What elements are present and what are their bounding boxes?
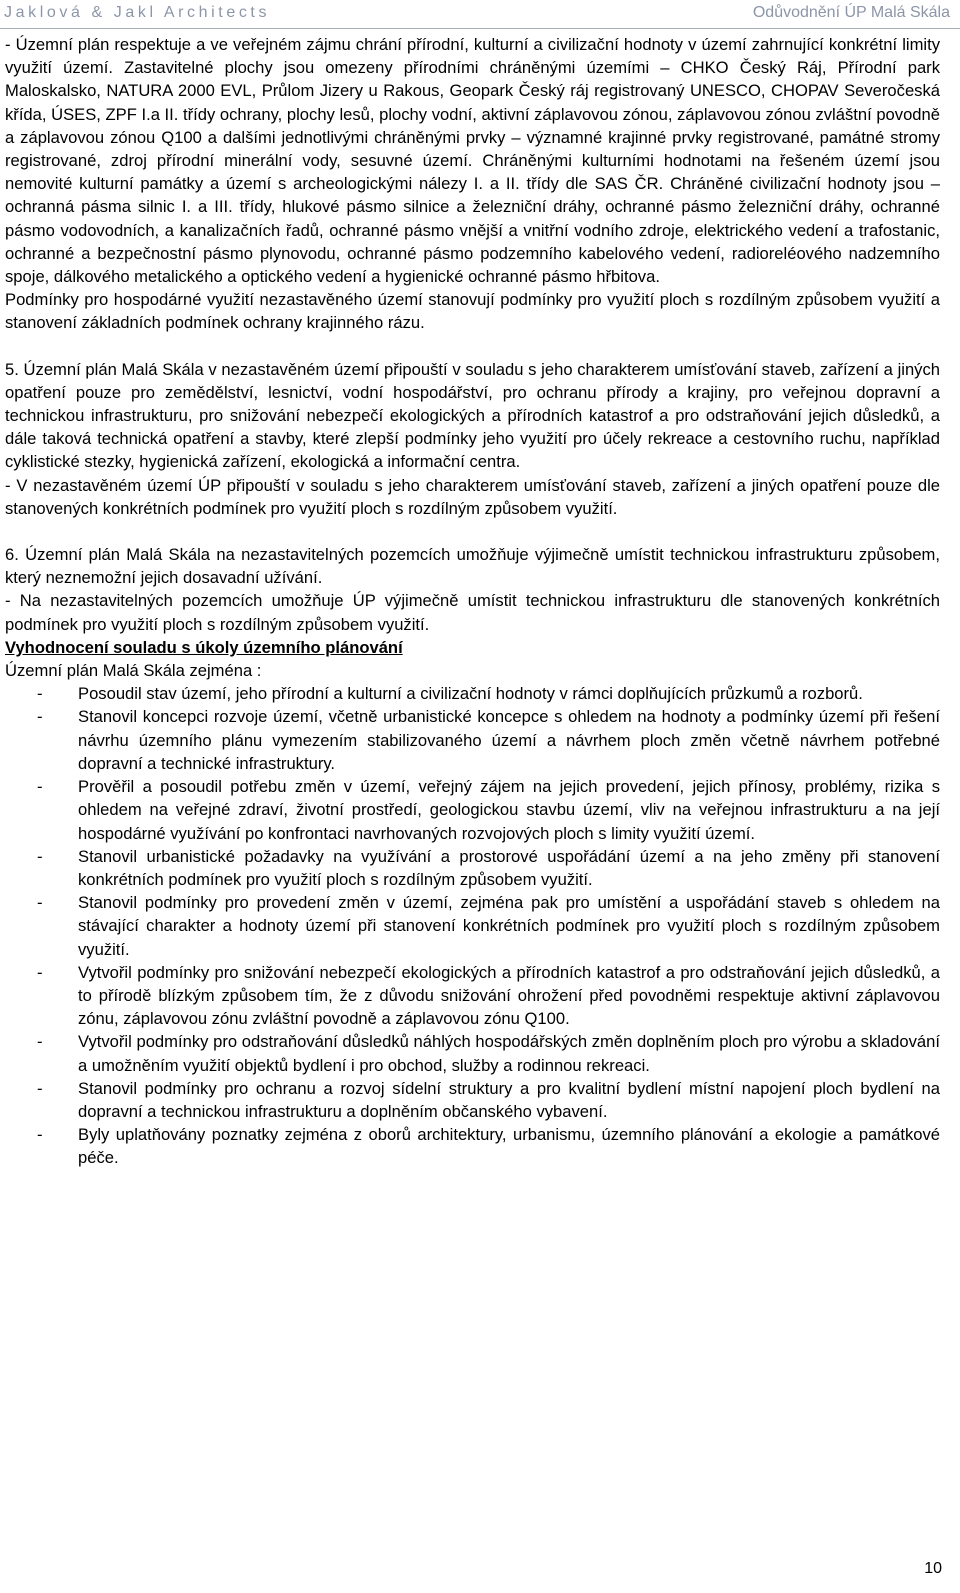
list-item (5, 891, 940, 961)
list-marker: - (37, 1032, 43, 1052)
paragraph-conditions-landscape: Podmínky pro hospodárné využití nezastavěného území stanovují podmínky pro využití ploch s rozdílným způsobem využití a stanovení základních podmínek ochrany krajinného rázu. (5, 290, 940, 333)
list-item-text: Prověřil a posoudil potřebu změn v území, veřejný zájem na jejich provedení, jejich přínosy, problémy, rizika s ohledem na veřejné zdraví, životní prostředí, geologickou stavbu území, vliv na veřejnou infrastrukturu a na její hospodárné využívání po konfrontaci navrhovaných rozvojových ploch s limity využití území. (78, 777, 940, 843)
list-item-text: Stanovil podmínky pro provedení změn v území, zejména pak pro umístění a uspořádání staveb s ohledem na stávající charakter a hodnoty území při stanovení konkrétních podmínek pro využití ploch s rozdílným způsobem využití. (78, 893, 940, 959)
header-divider (0, 28, 960, 29)
list-item (5, 1077, 940, 1123)
list-marker: - (37, 846, 43, 866)
list-item (5, 775, 940, 845)
document-body (5, 33, 940, 1170)
list-item (5, 961, 940, 1031)
list-item-text: Stanovil koncepci rozvoje území, včetně urbanistické koncepce s ohledem na hodnoty a podmínky území při řešení návrhu územního plánu vymezením stabilizovaného území a návrhem ploch změn včetně návrhem potřebné dopravní a technické infrastruktury. (78, 707, 940, 773)
list-item-text: Vytvořil podmínky pro snižování nebezpečí ekologických a přírodních katastrof a pro odstraňování jejich důsledků, a to přírodě blízkým způsobem tím, že z důvodu snižování ohrožení před povodněmi respektuje aktivní záplavovou zónu, záplavovou zónu zvláštní povodně a záplavovou zónu Q100. (78, 962, 940, 1029)
list-item-text: Vytvořil podmínky pro odstraňování důsledků náhlých hospodářských změn doplněním ploch pro výrobu a skladování a umožněním využití objektů bydlení i pro obchod, služby a rodinnou rekreaci. (78, 1032, 940, 1075)
paragraph-values-protection: - Územní plán respektuje a ve veřejném zájmu chrání přírodní, kulturní a civilizační hodnoty v území zahrnující konkrétní limity využití území. Zastavitelné plochy jsou omezeny přírodními chráněnými územími – CHKO Český Ráj, Přírodní park Maloskalsko, NATURA 2000 EVL, Průlom Jizery u Rakous, Geopark Český ráj registrovaný UNESCO, CHOPAV Severočeská křída, ÚSES, ZPF I.a II. třídy ochrany, plochy lesů, plochy vodní, aktivní záplavovou zónou, záplavovou zónou zvláštní povodně a záplavovou zónou Q100 a dalšími jednotlivými chráněnými prvky – významné krajinné prvky registrované, památné stromy registrované, zdroj přírodní minerální vody, sesuvné území. Chráněnými kulturními hodnotami na řešeném území jsou nemovité kulturní památky a území s archeologickými nálezy I. a II. třídy dle SAS ČR. Chráněné civilizační hodnoty jsou – ochranná pásma silnic I. a III. třídy, hlukové pásmo silnice a železniční dráhy, ochranné pásmo železniční dráhy, ochranné pásmo vodovodních, a kanalizačních řadů, ochranné pásmo vnější a vnitřní vodního zdroje, elektrického vedení a trafostanic, ochranné a bezpečnostní pásmo plynovodu, ochranné pásmo podzemního kabelového vedení, radioreléového nadzemního spoje, dálkového metalického a optického vedení a hygienické ochranné pásmo hřbitova. (5, 35, 940, 287)
list-item (5, 1123, 940, 1169)
list-marker: - (37, 707, 43, 727)
paragraph-point-5-dash: - V nezastavěném území ÚP připouští v souladu s jeho charakterem umísťování staveb, zařízení a jiných opatření pouze dle stanovených konkrétních podmínek pro využití ploch s rozdílným způsobem využití. (5, 475, 940, 518)
header-firm-name: Jaklová & Jakl Architects (4, 4, 271, 21)
page-number: 10 (924, 1560, 942, 1577)
list-item (5, 845, 940, 891)
list-marker: - (37, 684, 43, 704)
list-item (5, 1030, 940, 1076)
section-intro: Územní plán Malá Skála zejména : (5, 661, 262, 681)
list-marker: - (37, 1125, 43, 1145)
paragraph-point-6: 6. Územní plán Malá Skála na nezastavitelných pozemcích umožňuje výjimečně umístit technickou infrastrukturu způsobem, který neznemožní jejich dosavadní užívání. (5, 545, 940, 588)
section-heading: Vyhodnocení souladu s úkoly územního plánování (5, 637, 403, 657)
list-item-text: Stanovil podmínky pro ochranu a rozvoj sídelní struktury a pro kvalitní bydlení místní napojení ploch bydlení na dopravní a technickou infrastrukturu a doplněním občanského vybavení. (78, 1078, 940, 1121)
list-marker: - (37, 962, 43, 982)
list-marker: - (37, 1078, 43, 1098)
list-item-text: Stanovil urbanistické požadavky na využívání a prostorové uspořádání území a na jeho změny při stanovení konkrétních podmínek pro využití ploch s rozdílným způsobem využití. (78, 846, 940, 889)
list-item-text: Posoudil stav území, jeho přírodní a kulturní a civilizační hodnoty v rámci doplňujících průzkumů a rozborů. (78, 684, 863, 704)
header-document-title: Odůvodnění ÚP Malá Skála (752, 4, 950, 21)
list-marker: - (37, 777, 43, 797)
tasks-list (5, 682, 940, 1169)
list-marker: - (37, 893, 43, 913)
paragraph-point-5: 5. Územní plán Malá Skála v nezastavěném území připouští v souladu s jeho charakterem umísťování staveb, zařízení a jiných opatření pouze pro zemědělství, lesnictví, vodní hospodářství, pro ochranu přírody a krajiny, pro veřejnou dopravní a technickou infrastrukturu, pro snižování nebezpečí ekologických a přírodních katastrof a pro odstraňování jejich důsledků, a dále taková technická opatření a stavby, které zlepší podmínky jeho využití pro účely rekreace a cestovního ruchu, například cyklistické stezky, hygienická zařízení, ekologická a informační centra. (5, 359, 940, 472)
list-item (5, 682, 940, 705)
paragraph-point-6-dash: - Na nezastavitelných pozemcích umožňuje ÚP výjimečně umístit technickou infrastrukturu dle stanovených konkrétních podmínek pro využití ploch s rozdílným způsobem využití. (5, 591, 940, 634)
list-item (5, 705, 940, 775)
page-header (0, 0, 960, 30)
list-item-text: Byly uplatňovány poznatky zejména z oborů architektury, urbanismu, územního plánování a ekologie a památkové péče. (78, 1125, 940, 1168)
